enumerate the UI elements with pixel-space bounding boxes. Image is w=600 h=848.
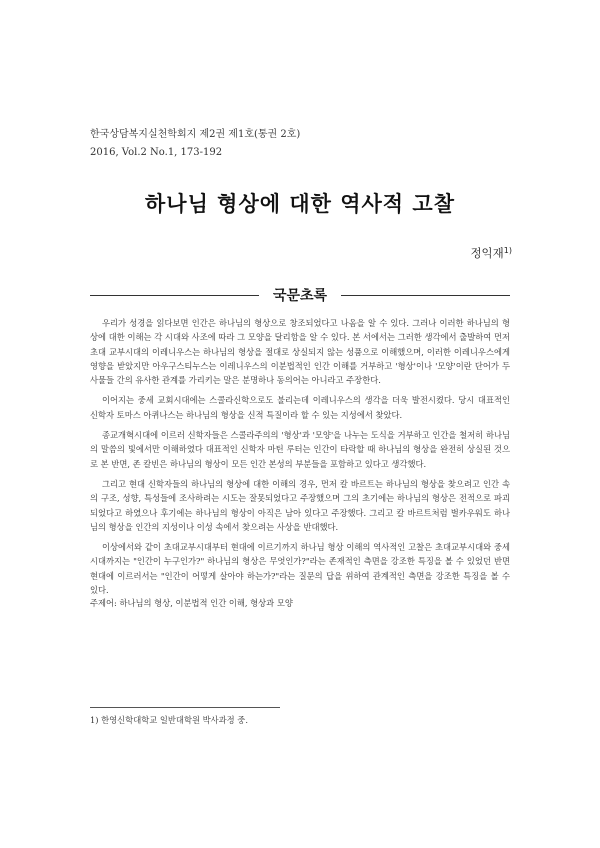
abstract-paragraph: 이어지는 중세 교회시대에는 스콜라신학으로도 불리는데 이레니우스의 생각을 더욱 발전시켰다. 당시 대표적인 신학자 토마스 아퀴나스는 하나님의 형상을 신적 특질이라 할 수 있는 지성에서 찾았다. — [90, 395, 510, 420]
heading-rule-left — [90, 295, 259, 296]
author-footnote-mark: 1) — [503, 246, 512, 255]
abstract-paragraph: 그리고 현대 신학자들의 하나님의 형상에 대한 이해의 경우, 먼저 칼 바르트는 하나님의 형상을 찾으려고 인간 속의 구조, 성향, 특성들에 조사하려는 시도는 잘못되었다고 주장했으며 그의 초기에는 하나님의 형상은 전적으로 파괴되었다고 하였으나 후기에는 하나님의 형상이 아직은 남아 있다고 주장했다. 그리고 칼 바르트처럼 벌카우워도 하나님의 형상을 인간의 지성이나 이성 속에서 찾으려는 사상을 반대했다. — [90, 478, 510, 532]
keywords: 주제어: 하나님의 형상, 이분법적 인간 이해, 형상과 모양 — [90, 598, 293, 608]
abstract-paragraph: 종교개혁시대에 이르러 신학자들은 스콜라주의의 '형상'과 '모양'을 나누는 도식을 거부하고 인간을 철저히 하나님의 말씀의 빛에서만 이해하였다 대표적인 신학자 마틴 루터는 인간이 타락할 때 하나님의 형상을 완전히 상실된 것으로 본 반면, 존 칼빈은 하나님의 형상이 모든 인간 본성의 부분들을 포함하고 있다고 생각했다. — [90, 430, 510, 469]
abstract-heading — [90, 284, 510, 306]
paper-title: 하나님 형상에 대한 역사적 고찰 — [145, 192, 455, 216]
footnote: 1) 한영신학대학교 일반대학원 박사과정 중. — [90, 715, 248, 725]
journal-name: 한국상담복지실천학회지 제2권 제1호(통권 2호) — [90, 129, 301, 140]
author — [470, 245, 512, 261]
journal-info — [90, 126, 300, 162]
abstract-heading-label: 국문초록 — [272, 288, 328, 304]
footnote-divider — [90, 707, 280, 708]
journal-volume: 2016, Vol.2 No.1, 173-192 — [90, 147, 223, 158]
heading-rule-right — [341, 295, 510, 296]
abstract-paragraph: 우리가 성경을 읽다보면 인간은 하나님의 형상으로 창조되었다고 나옴을 알 수 있다. 그러나 이러한 하나님의 형상에 대한 이해는 각 시대와 사조에 따라 그 모양을 달리함을 알 수 있다. 본 서에서는 그러한 생각에서 출발하여 먼저 초대 교부시대의 이레니우스는 하나님의 형상을 절대로 상실되지 않는 성품으로 이해했으며, 이러한 이레니우스에게 영향을 받았지만 아우구스티누스는 이레니우스의 이분법적인 인간 이해를 거부하고 '형상'이나 '모양'이란 단어가 두 사물들 간의 유사한 관계를 가리키는 말은 분명하나 동의어는 아니라고 주장한다. — [90, 318, 510, 386]
abstract-paragraph: 이상에서와 같이 초대교부시대부터 현대에 이르기까지 하나님 형상 이해의 역사적인 고찰은 초대교부시대와 중세시대까지는 "인간이 누구인가?" 하나님의 형상은 무엇인가?"라는 존재적인 측면을 강조한 특징을 볼 수 있었던 반면 현대에 이르러서는 "인간이 어떻게 살아야 하는가?"라는 질문의 답을 위하여 관계적인 측면을 강조한 특징을 볼 수 있다. — [90, 542, 510, 596]
author-name: 정익재 — [470, 246, 504, 260]
abstract-body — [90, 316, 510, 603]
